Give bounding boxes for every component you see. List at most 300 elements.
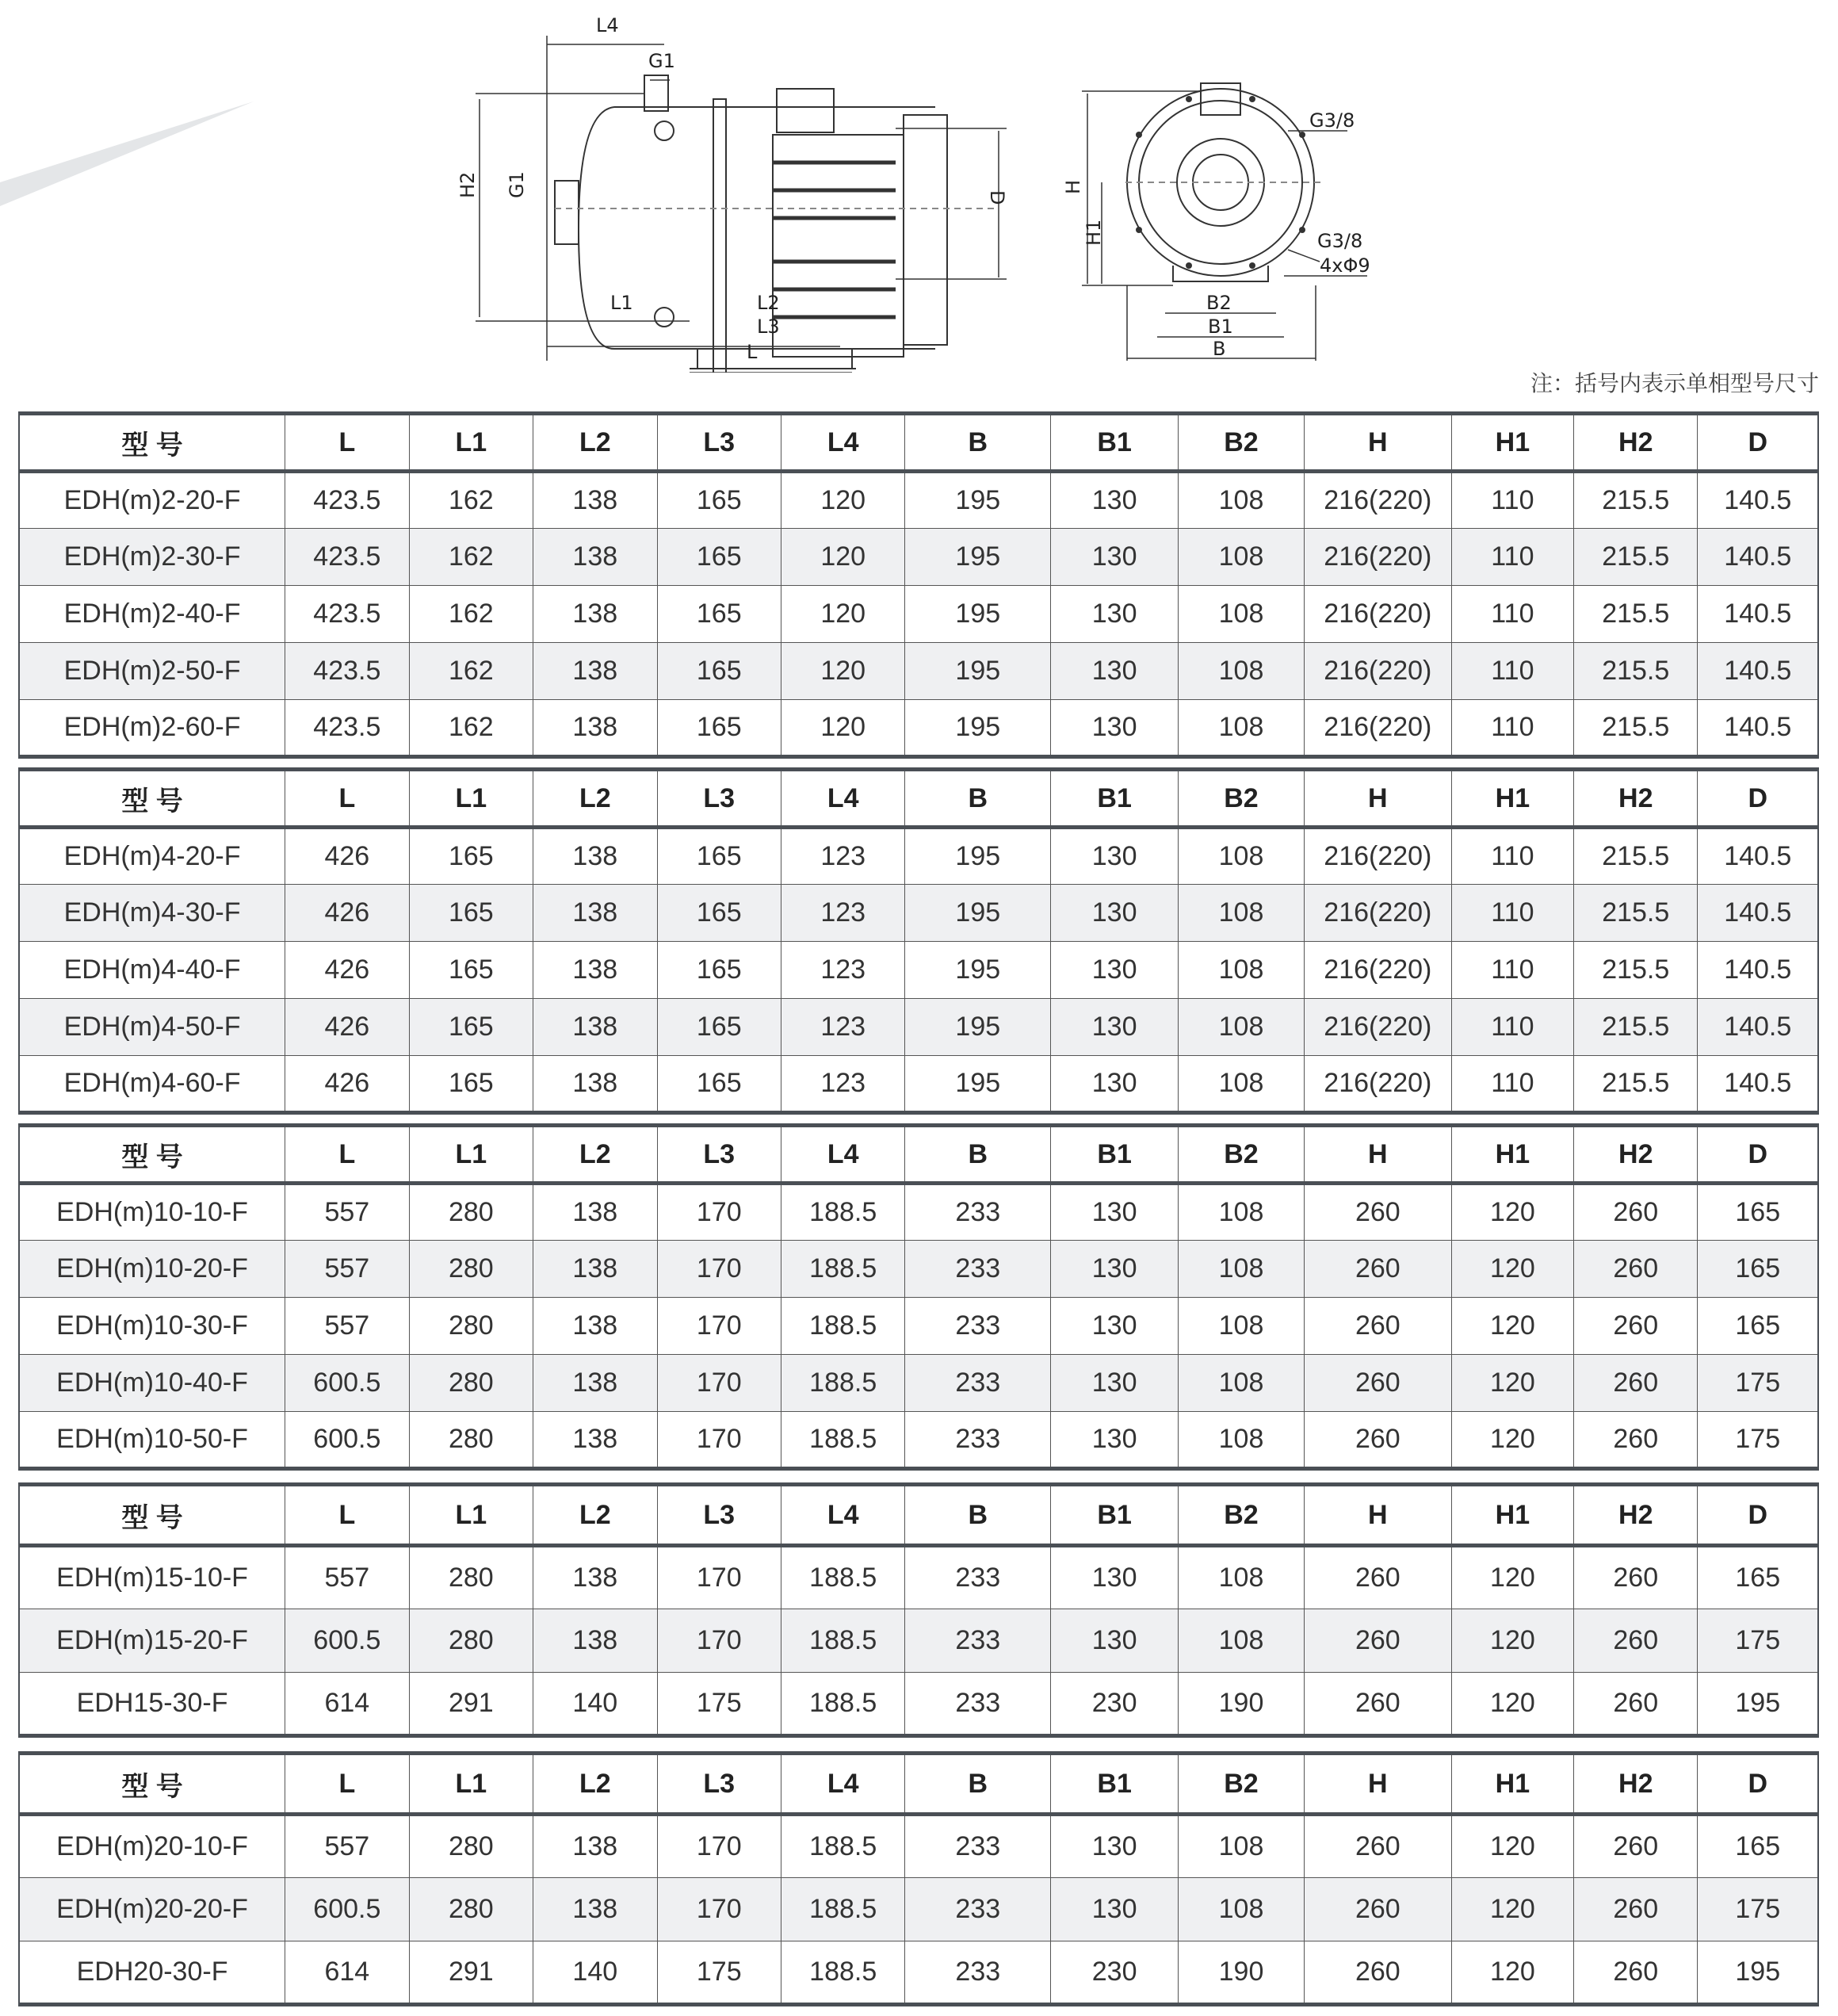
dimension-cell: 138 — [533, 828, 657, 885]
dimension-cell: 260 — [1574, 1298, 1698, 1355]
dimension-cell: 165 — [657, 1056, 781, 1113]
dimension-cell: 165 — [409, 885, 533, 942]
dim-label-L3: L3 — [757, 316, 780, 338]
dimension-cell: 110 — [1451, 999, 1573, 1056]
dimension-cell: 138 — [533, 1184, 657, 1241]
table-row — [19, 1878, 1818, 1941]
column-header: D — [1698, 1485, 1818, 1546]
dim-label-H1: H1 — [1083, 219, 1105, 246]
dimension-cell: 130 — [1051, 1546, 1179, 1609]
column-header: L4 — [781, 1754, 904, 1815]
dimension-cell: 291 — [409, 1941, 533, 2005]
table-header-row — [19, 770, 1818, 828]
dimension-cell: 110 — [1451, 885, 1573, 942]
dimension-cell: 426 — [285, 828, 409, 885]
table-header-row — [19, 1754, 1818, 1815]
dimension-cell: 280 — [409, 1241, 533, 1298]
dimension-cell: 195 — [905, 885, 1051, 942]
column-header: B — [905, 1485, 1051, 1546]
dimension-cell: 426 — [285, 885, 409, 942]
dimension-cell: 108 — [1179, 529, 1305, 586]
dimension-cell: 195 — [905, 828, 1051, 885]
dimension-cell: 123 — [781, 942, 904, 999]
dimension-cell: 108 — [1179, 1412, 1305, 1469]
table-header-row — [19, 1126, 1818, 1184]
column-header: L — [285, 414, 409, 472]
dimension-cell: 140 — [533, 1941, 657, 2005]
model-cell: EDH(m)2-40-F — [19, 586, 285, 643]
dimension-cell: 162 — [409, 586, 533, 643]
dimension-cell: 165 — [657, 529, 781, 586]
dimension-cell: 260 — [1304, 1941, 1451, 2005]
dimension-cell: 110 — [1451, 586, 1573, 643]
column-header: L4 — [781, 1126, 904, 1184]
dimension-cell: 170 — [657, 1355, 781, 1412]
dimension-cell: 423.5 — [285, 643, 409, 700]
table-row — [19, 942, 1818, 999]
dimension-cell: 233 — [905, 1878, 1051, 1941]
dimension-table — [18, 411, 1819, 759]
table-row — [19, 1298, 1818, 1355]
table-row — [19, 472, 1818, 529]
column-header: B2 — [1179, 770, 1305, 828]
dimension-cell: 108 — [1179, 942, 1305, 999]
dimension-cell: 108 — [1179, 1546, 1305, 1609]
dimension-cell: 195 — [905, 942, 1051, 999]
dimension-cell: 120 — [781, 643, 904, 700]
dimension-cell: 165 — [1698, 1298, 1818, 1355]
dimension-table — [18, 1123, 1819, 1471]
dimension-cell: 108 — [1179, 700, 1305, 757]
dimension-cell: 138 — [533, 700, 657, 757]
dimension-cell: 260 — [1304, 1184, 1451, 1241]
dimension-cell: 260 — [1574, 1878, 1698, 1941]
model-cell: EDH(m)4-20-F — [19, 828, 285, 885]
dimension-cell: 120 — [1451, 1412, 1573, 1469]
dimension-cell: 165 — [1698, 1546, 1818, 1609]
dimension-cell: 233 — [905, 1355, 1051, 1412]
column-header: L2 — [533, 1754, 657, 1815]
dimension-cell: 130 — [1051, 472, 1179, 529]
column-header: 型 号 — [19, 1126, 285, 1184]
table-row — [19, 1184, 1818, 1241]
column-header: L — [285, 770, 409, 828]
model-cell: EDH20-30-F — [19, 1941, 285, 2005]
dimension-cell: 188.5 — [781, 1673, 904, 1736]
dimension-cell: 120 — [781, 586, 904, 643]
dimension-cell: 233 — [905, 1241, 1051, 1298]
dimension-cell: 110 — [1451, 1056, 1573, 1113]
dimension-cell: 260 — [1304, 1673, 1451, 1736]
dimension-cell: 557 — [285, 1241, 409, 1298]
table-row — [19, 1546, 1818, 1609]
dimension-cell: 260 — [1304, 1878, 1451, 1941]
dimension-cell: 216(220) — [1304, 942, 1451, 999]
dimension-cell: 188.5 — [781, 1298, 904, 1355]
dimension-cell: 123 — [781, 828, 904, 885]
model-cell: EDH(m)2-60-F — [19, 700, 285, 757]
dimension-cell: 140.5 — [1698, 700, 1818, 757]
model-cell: EDH(m)15-10-F — [19, 1546, 285, 1609]
dimension-cell: 170 — [657, 1609, 781, 1673]
dimension-cell: 557 — [285, 1184, 409, 1241]
column-header: H — [1304, 414, 1451, 472]
dimension-cell: 130 — [1051, 700, 1179, 757]
table-row — [19, 1241, 1818, 1298]
dimension-cell: 175 — [1698, 1355, 1818, 1412]
dimension-cell: 120 — [1451, 1355, 1573, 1412]
dimension-cell: 130 — [1051, 1815, 1179, 1878]
column-header: 型 号 — [19, 1485, 285, 1546]
dim-label-G1-side: G1 — [506, 171, 528, 198]
dimension-cell: 138 — [533, 885, 657, 942]
dimension-cell: 233 — [905, 1941, 1051, 2005]
dimension-cell: 130 — [1051, 1241, 1179, 1298]
dimension-cell: 188.5 — [781, 1412, 904, 1469]
dimension-table — [18, 1482, 1819, 1738]
dimension-cell: 230 — [1051, 1941, 1179, 2005]
single-phase-note: 注：括号内表示单相型号尺寸 — [1530, 370, 1819, 396]
dimension-cell: 600.5 — [285, 1609, 409, 1673]
column-header: H2 — [1574, 1754, 1698, 1815]
table-row — [19, 885, 1818, 942]
dimension-cell: 175 — [1698, 1412, 1818, 1469]
dimension-cell: 110 — [1451, 472, 1573, 529]
column-header: L3 — [657, 1754, 781, 1815]
column-header: D — [1698, 1126, 1818, 1184]
column-header: D — [1698, 1754, 1818, 1815]
dimension-cell: 233 — [905, 1673, 1051, 1736]
model-cell: EDH(m)2-20-F — [19, 472, 285, 529]
table-row — [19, 586, 1818, 643]
dimension-cell: 120 — [1451, 1941, 1573, 2005]
dimension-cell: 233 — [905, 1609, 1051, 1673]
dimension-cell: 216(220) — [1304, 1056, 1451, 1113]
dimension-cell: 120 — [1451, 1298, 1573, 1355]
dimension-cell: 175 — [1698, 1609, 1818, 1673]
dimension-cell: 260 — [1304, 1815, 1451, 1878]
dimension-cell: 130 — [1051, 885, 1179, 942]
dimension-cell: 130 — [1051, 1355, 1179, 1412]
dimension-cell: 108 — [1179, 885, 1305, 942]
dimension-cell: 138 — [533, 1609, 657, 1673]
column-header: L1 — [409, 1485, 533, 1546]
dimension-cell: 138 — [533, 586, 657, 643]
dimension-cell: 188.5 — [781, 1941, 904, 2005]
dimension-cell: 260 — [1574, 1673, 1698, 1736]
column-header: B — [905, 414, 1051, 472]
dimension-cell: 123 — [781, 999, 904, 1056]
column-header: L4 — [781, 1485, 904, 1546]
dimension-cell: 170 — [657, 1546, 781, 1609]
dimension-cell: 260 — [1304, 1355, 1451, 1412]
dim-label-H2: H2 — [457, 171, 479, 198]
dimension-cell: 165 — [1698, 1815, 1818, 1878]
dimension-cell: 120 — [781, 529, 904, 586]
dimension-cell: 426 — [285, 1056, 409, 1113]
dimension-cell: 216(220) — [1304, 529, 1451, 586]
dimension-cell: 215.5 — [1574, 700, 1698, 757]
dimension-cell: 280 — [409, 1355, 533, 1412]
column-header: B1 — [1051, 414, 1179, 472]
dimension-cell: 190 — [1179, 1941, 1305, 2005]
dimension-cell: 108 — [1179, 828, 1305, 885]
dimension-cell: 108 — [1179, 1184, 1305, 1241]
dimension-cell: 120 — [1451, 1609, 1573, 1673]
dimension-cell: 216(220) — [1304, 472, 1451, 529]
column-header: H2 — [1574, 770, 1698, 828]
dimension-cell: 138 — [533, 1056, 657, 1113]
dimension-cell: 130 — [1051, 942, 1179, 999]
dimension-cell: 138 — [533, 529, 657, 586]
dimension-cell: 140 — [533, 1673, 657, 1736]
dimension-cell: 123 — [781, 1056, 904, 1113]
dim-label-B2: B2 — [1206, 292, 1232, 314]
dimension-cell: 215.5 — [1574, 643, 1698, 700]
column-header: L3 — [657, 770, 781, 828]
dimension-cell: 138 — [533, 1878, 657, 1941]
dimension-cell: 130 — [1051, 1412, 1179, 1469]
column-header: H1 — [1451, 1485, 1573, 1546]
column-header: L3 — [657, 414, 781, 472]
dimension-cell: 138 — [533, 472, 657, 529]
table-row — [19, 1941, 1818, 2005]
dimension-cell: 130 — [1051, 828, 1179, 885]
dimension-cell: 260 — [1304, 1412, 1451, 1469]
column-header: H — [1304, 770, 1451, 828]
dimension-cell: 170 — [657, 1815, 781, 1878]
model-cell: EDH(m)10-30-F — [19, 1298, 285, 1355]
dimension-cell: 108 — [1179, 472, 1305, 529]
dimension-cell: 130 — [1051, 999, 1179, 1056]
dimension-cell: 138 — [533, 999, 657, 1056]
dimension-cell: 165 — [1698, 1184, 1818, 1241]
dimension-cell: 215.5 — [1574, 1056, 1698, 1113]
dimension-cell: 195 — [905, 643, 1051, 700]
dimension-cell: 170 — [657, 1412, 781, 1469]
column-header: L1 — [409, 770, 533, 828]
dimension-cell: 423.5 — [285, 586, 409, 643]
dimension-cell: 260 — [1574, 1412, 1698, 1469]
dimension-cell: 120 — [1451, 1673, 1573, 1736]
column-header: H2 — [1574, 1485, 1698, 1546]
dim-label-L2: L2 — [757, 292, 780, 314]
dimension-cell: 165 — [657, 942, 781, 999]
dimension-cell: 215.5 — [1574, 586, 1698, 643]
dimension-cell: 108 — [1179, 1298, 1305, 1355]
dimension-cell: 165 — [657, 885, 781, 942]
dimension-cell: 233 — [905, 1815, 1051, 1878]
table-row — [19, 1355, 1818, 1412]
dimension-cell: 188.5 — [781, 1184, 904, 1241]
dimension-cell: 280 — [409, 1878, 533, 1941]
model-cell: EDH(m)10-50-F — [19, 1412, 285, 1469]
dimension-cell: 130 — [1051, 529, 1179, 586]
dimension-cell: 233 — [905, 1184, 1051, 1241]
dimension-cell: 195 — [905, 999, 1051, 1056]
dimension-cell: 162 — [409, 529, 533, 586]
table-header-row — [19, 414, 1818, 472]
dim-label-L: L — [747, 341, 758, 363]
dim-label-D: D — [986, 190, 1008, 205]
dimension-cell: 110 — [1451, 828, 1573, 885]
dim-label-B1: B1 — [1208, 316, 1233, 338]
dimension-cell: 165 — [409, 999, 533, 1056]
model-cell: EDH(m)10-40-F — [19, 1355, 285, 1412]
dimension-cell: 175 — [1698, 1878, 1818, 1941]
dimension-cell: 140.5 — [1698, 885, 1818, 942]
dimension-cell: 188.5 — [781, 1241, 904, 1298]
column-header: L — [285, 1754, 409, 1815]
dimension-cell: 188.5 — [781, 1878, 904, 1941]
dim-label-G1-top: G1 — [648, 50, 675, 72]
dimension-cell: 138 — [533, 1355, 657, 1412]
dimension-cell: 138 — [533, 1815, 657, 1878]
dimension-cell: 195 — [905, 529, 1051, 586]
dimension-cell: 165 — [657, 700, 781, 757]
dimension-cell: 190 — [1179, 1673, 1305, 1736]
dimension-cell: 260 — [1574, 1241, 1698, 1298]
dimension-cell: 108 — [1179, 1609, 1305, 1673]
dimension-cell: 216(220) — [1304, 828, 1451, 885]
dimension-cell: 165 — [657, 472, 781, 529]
dimension-cell: 600.5 — [285, 1412, 409, 1469]
dimension-cell: 280 — [409, 1609, 533, 1673]
model-cell: EDH(m)4-30-F — [19, 885, 285, 942]
dimension-cell: 423.5 — [285, 700, 409, 757]
dimension-cell: 108 — [1179, 643, 1305, 700]
dimension-cell: 170 — [657, 1184, 781, 1241]
dimension-cell: 260 — [1574, 1815, 1698, 1878]
dimension-cell: 170 — [657, 1878, 781, 1941]
column-header: H1 — [1451, 1754, 1573, 1815]
dimension-cell: 614 — [285, 1941, 409, 2005]
dimension-cell: 165 — [1698, 1241, 1818, 1298]
table-row — [19, 529, 1818, 586]
dimension-cell: 138 — [533, 1546, 657, 1609]
dimension-cell: 216(220) — [1304, 999, 1451, 1056]
dimension-cell: 138 — [533, 1298, 657, 1355]
dimension-cell: 123 — [781, 885, 904, 942]
dimension-cell: 260 — [1304, 1298, 1451, 1355]
dimension-cell: 215.5 — [1574, 472, 1698, 529]
dimension-cell: 557 — [285, 1815, 409, 1878]
dimension-cell: 280 — [409, 1184, 533, 1241]
dimension-cell: 260 — [1304, 1546, 1451, 1609]
column-header: L2 — [533, 1126, 657, 1184]
dimension-cell: 120 — [1451, 1815, 1573, 1878]
dimension-cell: 140.5 — [1698, 1056, 1818, 1113]
dimension-cell: 108 — [1179, 999, 1305, 1056]
dimension-cell: 110 — [1451, 700, 1573, 757]
model-cell: EDH(m)4-50-F — [19, 999, 285, 1056]
dim-label-H: H — [1062, 179, 1084, 194]
dimension-cell: 138 — [533, 1412, 657, 1469]
column-header: L1 — [409, 414, 533, 472]
dimension-cell: 260 — [1574, 1546, 1698, 1609]
dimension-cell: 165 — [657, 828, 781, 885]
dimension-cell: 165 — [409, 1056, 533, 1113]
model-cell: EDH(m)2-30-F — [19, 529, 285, 586]
column-header: H1 — [1451, 1126, 1573, 1184]
dimension-cell: 175 — [657, 1673, 781, 1736]
table-header-row — [19, 1485, 1818, 1546]
dimension-cell: 130 — [1051, 1298, 1179, 1355]
dimension-cell: 110 — [1451, 643, 1573, 700]
dimension-cell: 195 — [905, 700, 1051, 757]
model-cell: EDH(m)10-20-F — [19, 1241, 285, 1298]
dimension-cell: 110 — [1451, 529, 1573, 586]
dimension-cell: 108 — [1179, 1355, 1305, 1412]
dim-label-L4: L4 — [596, 14, 619, 36]
dimension-cell: 188.5 — [781, 1355, 904, 1412]
column-header: D — [1698, 414, 1818, 472]
dimension-cell: 140.5 — [1698, 942, 1818, 999]
dim-label-holes: 4xΦ9 — [1320, 254, 1370, 277]
dimension-cell: 188.5 — [781, 1546, 904, 1609]
model-cell: EDH(m)2-50-F — [19, 643, 285, 700]
dimension-cell: 215.5 — [1574, 999, 1698, 1056]
column-header: H1 — [1451, 770, 1573, 828]
table-row — [19, 643, 1818, 700]
dim-label-G3-8-top: G3/8 — [1309, 109, 1355, 132]
dimension-cell: 216(220) — [1304, 700, 1451, 757]
dimension-cell: 130 — [1051, 1878, 1179, 1941]
column-header: L2 — [533, 1485, 657, 1546]
dimension-cell: 260 — [1574, 1355, 1698, 1412]
dimension-cell: 138 — [533, 942, 657, 999]
dimension-cell: 233 — [905, 1298, 1051, 1355]
dimension-cell: 130 — [1051, 586, 1179, 643]
dim-label-G3-8-bottom: G3/8 — [1317, 230, 1363, 252]
dimension-cell: 426 — [285, 942, 409, 999]
dimension-cell: 423.5 — [285, 529, 409, 586]
column-header: H2 — [1574, 414, 1698, 472]
dim-label-L1: L1 — [610, 292, 633, 314]
dimension-cell: 260 — [1574, 1609, 1698, 1673]
table-row — [19, 1056, 1818, 1113]
dimension-cell: 120 — [1451, 1184, 1573, 1241]
dimension-cell: 175 — [657, 1941, 781, 2005]
dimension-cell: 233 — [905, 1412, 1051, 1469]
dimension-cell: 614 — [285, 1673, 409, 1736]
column-header: B1 — [1051, 1485, 1179, 1546]
dimension-cell: 108 — [1179, 1878, 1305, 1941]
dimension-cell: 120 — [1451, 1546, 1573, 1609]
dimension-cell: 423.5 — [285, 472, 409, 529]
dimension-cell: 280 — [409, 1815, 533, 1878]
dimension-cell: 108 — [1179, 1056, 1305, 1113]
dimension-cell: 165 — [657, 586, 781, 643]
dimension-cell: 291 — [409, 1673, 533, 1736]
dimension-cell: 165 — [657, 643, 781, 700]
dim-label-B: B — [1213, 338, 1226, 360]
column-header: L — [285, 1126, 409, 1184]
model-cell: EDH(m)4-60-F — [19, 1056, 285, 1113]
dimension-cell: 188.5 — [781, 1609, 904, 1673]
dimension-cell: 162 — [409, 643, 533, 700]
dimension-cell: 600.5 — [285, 1878, 409, 1941]
model-cell: EDH(m)20-20-F — [19, 1878, 285, 1941]
dimension-cell: 108 — [1179, 1815, 1305, 1878]
dimension-cell: 557 — [285, 1546, 409, 1609]
dimension-cell: 195 — [905, 1056, 1051, 1113]
dimension-cell: 170 — [657, 1298, 781, 1355]
table-row — [19, 1815, 1818, 1878]
column-header: L2 — [533, 414, 657, 472]
table-row — [19, 1609, 1818, 1673]
dimension-cell: 280 — [409, 1546, 533, 1609]
